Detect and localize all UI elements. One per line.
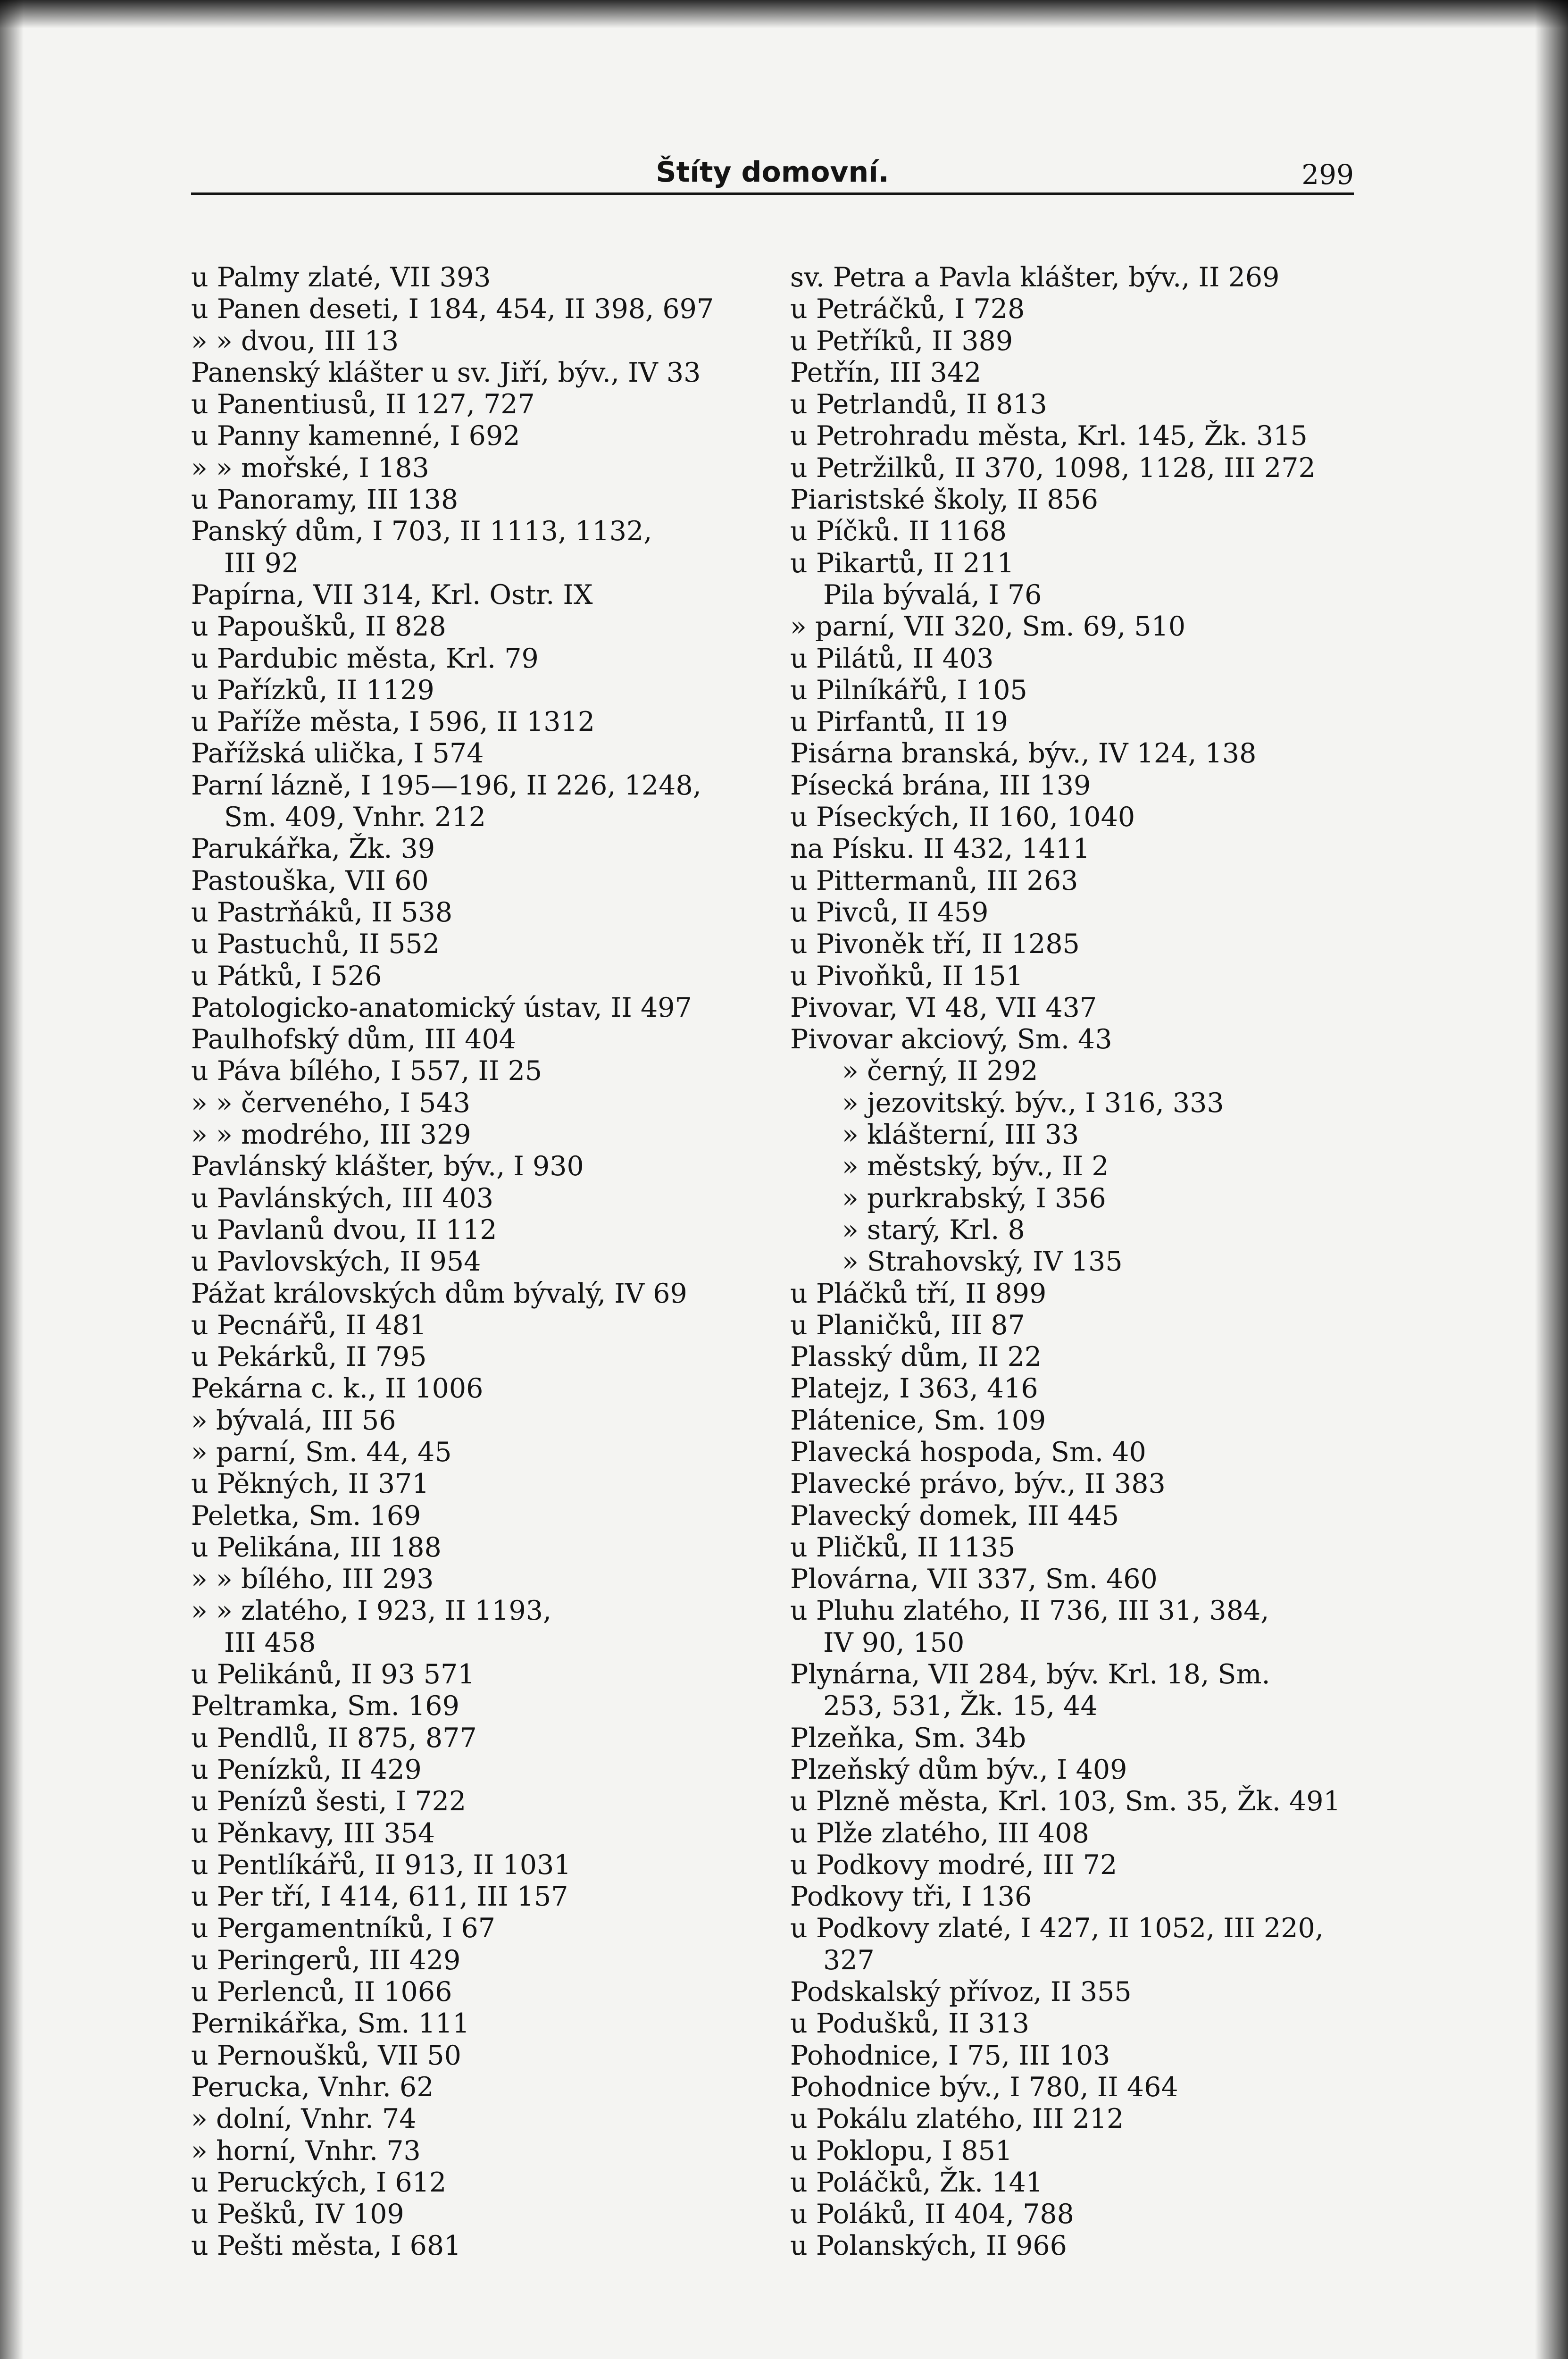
index-entry: u Paříže města, I 596, II 1312	[191, 706, 595, 738]
index-entry: u Pilníkářů, I 105	[790, 674, 1027, 706]
index-entry: u Panny kamenné, I 692	[191, 420, 520, 452]
index-entry: u Pernoušků, VII 50	[191, 2040, 461, 2071]
index-entry: Pivovar akciový, Sm. 43	[790, 1024, 1112, 1055]
index-entry: Sm. 409, Vnhr. 212	[224, 802, 486, 833]
right-column	[790, 262, 1375, 2262]
index-entry: u Panentiusů, II 127, 727	[191, 389, 535, 420]
index-entry: Peltramka, Sm. 169	[191, 1690, 459, 1722]
index-entry: » Strahovský, IV 135	[842, 1246, 1123, 1278]
page-header	[191, 156, 1354, 193]
index-entry: » bývalá, III 56	[191, 1405, 396, 1436]
index-entry: Pastouška, VII 60	[191, 865, 429, 896]
index-entry: Pážat královských dům bývalý, IV 69	[191, 1278, 687, 1309]
header-rule	[191, 192, 1354, 195]
index-entry: u Plzně města, Krl. 103, Sm. 35, Žk. 491	[790, 1786, 1341, 1817]
index-entry: u Pelikánů, II 93 571	[191, 1659, 475, 1690]
index-entry: Pernikářka, Sm. 111	[191, 2008, 470, 2040]
index-entry: Plovárna, VII 337, Sm. 460	[790, 1564, 1158, 1595]
index-entry: Patologicko-anatomický ústav, II 497	[191, 992, 692, 1023]
index-entry: » » mořské, I 183	[191, 452, 429, 484]
index-entry: Plasský dům, II 22	[790, 1341, 1042, 1373]
index-entry: III 458	[224, 1627, 316, 1658]
index-entry: u Pličků, II 1135	[790, 1531, 1016, 1563]
index-entry: Podskalský přívoz, II 355	[790, 1976, 1132, 2008]
index-entry: u Pařízků, II 1129	[191, 674, 434, 706]
index-entry: u Pardubic města, Krl. 79	[191, 643, 539, 674]
index-entry: u Poláčků, Žk. 141	[790, 2167, 1043, 2198]
scan-shadow-right	[1535, 0, 1568, 2359]
index-entry: u Pilátů, II 403	[790, 643, 994, 674]
index-entry: » horní, Vnhr. 73	[191, 2135, 421, 2167]
index-entry: u Pendlů, II 875, 877	[191, 1722, 477, 1754]
index-entry: » černý, II 292	[842, 1055, 1038, 1087]
index-entry: sv. Petra a Pavla klášter, býv., II 269	[790, 262, 1280, 293]
index-entry: Plynárna, VII 284, býv. Krl. 18, Sm.	[790, 1659, 1270, 1690]
index-entry: Plzeňka, Sm. 34b	[790, 1722, 1026, 1754]
index-entry: u Pešků, IV 109	[191, 2199, 404, 2230]
index-entry: u Petříků, II 389	[790, 325, 1013, 357]
index-entry: » jezovitský. býv., I 316, 333	[842, 1087, 1224, 1119]
index-entry: » » bílého, III 293	[191, 1564, 434, 1595]
index-entry: u Planičků, III 87	[790, 1309, 1025, 1341]
index-entry: u Pergamentníků, I 67	[191, 1913, 496, 1944]
index-entry: u Petrlandů, II 813	[790, 389, 1047, 420]
index-entry: u Papoušků, II 828	[191, 611, 446, 643]
index-entry: u Penízků, II 429	[191, 1754, 422, 1785]
index-entry: Pohodnice býv., I 780, II 464	[790, 2071, 1178, 2103]
index-entry: u Petržilků, II 370, 1098, 1128, III 272	[790, 452, 1316, 484]
index-entry: u Pěkných, II 371	[191, 1468, 429, 1500]
index-entry: u Palmy zlaté, VII 393	[191, 262, 491, 293]
scan-shadow-top	[0, 0, 1568, 28]
index-entry: » purkrabský, I 356	[842, 1182, 1106, 1214]
index-entry: Pavlánský klášter, býv., I 930	[191, 1151, 584, 1182]
index-entry: u Podkovy modré, III 72	[790, 1849, 1118, 1881]
left-column	[191, 262, 781, 2262]
index-entry: u Pivců, II 459	[790, 896, 989, 928]
index-entry: Perucka, Vnhr. 62	[191, 2071, 434, 2103]
index-entry: » » zlatého, I 923, II 1193,	[191, 1595, 552, 1627]
index-entry: Piaristské školy, II 856	[790, 484, 1098, 516]
index-entry: u Poklopu, I 851	[790, 2135, 1013, 2167]
index-entry: u Pavlánských, III 403	[191, 1182, 494, 1214]
index-entry: na Písku. II 432, 1411	[790, 833, 1090, 865]
index-entry: Plavecké právo, býv., II 383	[790, 1468, 1166, 1500]
index-entry: u Podušků, II 313	[790, 2008, 1030, 2040]
index-entry: u Pastrňáků, II 538	[191, 896, 453, 928]
index-entry: u Pátků, I 526	[191, 960, 382, 992]
index-entry: u Pokálu zlatého, III 212	[790, 2103, 1124, 2135]
index-entry: » starý, Krl. 8	[842, 1214, 1025, 1246]
index-entry: Podkovy tři, I 136	[790, 1881, 1032, 1913]
scan-shadow-left	[0, 0, 24, 2359]
index-entry: Peletka, Sm. 169	[191, 1500, 421, 1531]
index-entry: u Perlenců, II 1066	[191, 1976, 452, 2008]
index-entry: u Píseckých, II 160, 1040	[790, 802, 1135, 833]
index-entry: Plátenice, Sm. 109	[790, 1405, 1046, 1436]
index-entry: III 92	[224, 547, 299, 579]
index-entry: » městský, býv., II 2	[842, 1151, 1109, 1182]
index-entry: u Pecnářů, II 481	[191, 1309, 427, 1341]
index-entry: Petřín, III 342	[790, 357, 982, 388]
index-entry: u Páva bílého, I 557, II 25	[191, 1055, 542, 1087]
index-entry: u Panen deseti, I 184, 454, II 398, 697	[191, 293, 714, 325]
index-entry: Panenský klášter u sv. Jiří, býv., IV 33	[191, 357, 701, 388]
index-entry: Pivovar, VI 48, VII 437	[790, 992, 1097, 1023]
index-entry: Pekárna c. k., II 1006	[191, 1373, 484, 1405]
index-entry: u Píčků. II 1168	[790, 516, 1007, 547]
index-entry: Panský dům, I 703, II 1113, 1132,	[191, 516, 652, 547]
index-entry: u Pavlovských, II 954	[191, 1246, 481, 1278]
index-entry: » dolní, Vnhr. 74	[191, 2103, 417, 2135]
index-entry: u Pikartů, II 211	[790, 547, 1014, 579]
index-entry: u Pláčků tří, II 899	[790, 1278, 1047, 1309]
running-title: Štíty domovní.	[656, 156, 889, 189]
index-entry: u Polanských, II 966	[790, 2230, 1067, 2262]
index-entry: Plzeňský dům býv., I 409	[790, 1754, 1127, 1785]
index-entry: Paulhofský dům, III 404	[191, 1024, 516, 1055]
index-entry: » » červeného, I 543	[191, 1087, 470, 1119]
index-entry: » parní, VII 320, Sm. 69, 510	[790, 611, 1186, 643]
index-entry: » » modrého, III 329	[191, 1119, 471, 1151]
index-entry: Platejz, I 363, 416	[790, 1373, 1038, 1405]
index-entry: u Petrohradu města, Krl. 145, Žk. 315	[790, 420, 1308, 452]
index-entry: 253, 531, Žk. 15, 44	[823, 1690, 1098, 1722]
index-entry: u Pěnkavy, III 354	[191, 1817, 435, 1849]
index-entry: Plavecká hospoda, Sm. 40	[790, 1436, 1146, 1468]
index-entry: u Pivoněk tří, II 1285	[790, 929, 1080, 960]
index-entry: Parukářka, Žk. 39	[191, 833, 435, 865]
index-entry: Písecká brána, III 139	[790, 770, 1091, 801]
index-entry: u Pivoňků, II 151	[790, 960, 1024, 992]
index-entry: u Penízů šesti, I 722	[191, 1786, 467, 1817]
index-entry: u Pirfantů, II 19	[790, 706, 1008, 738]
index-entry: » klášterní, III 33	[842, 1119, 1079, 1151]
index-entry: u Pešti města, I 681	[191, 2230, 461, 2262]
index-entry: Pisárna branská, býv., IV 124, 138	[790, 738, 1257, 770]
index-entry: Pila bývalá, I 76	[823, 579, 1042, 611]
index-entry: u Peringerů, III 429	[191, 1944, 461, 1976]
index-entry: Pohodnice, I 75, III 103	[790, 2040, 1110, 2071]
index-entry: Plavecký domek, III 445	[790, 1500, 1119, 1531]
index-entry: u Pittermanů, III 263	[790, 865, 1078, 896]
index-entry: u Pentlíkářů, II 913, II 1031	[191, 1849, 571, 1881]
index-entry: u Podkovy zlaté, I 427, II 1052, III 220,	[790, 1913, 1324, 1944]
index-entry: 327	[823, 1944, 875, 1976]
index-entry: u Peruckých, I 612	[191, 2167, 447, 2198]
index-entry: u Pavlanů dvou, II 112	[191, 1214, 497, 1246]
index-entry: u Plže zlatého, III 408	[790, 1817, 1089, 1849]
index-entry: Parní lázně, I 195—196, II 226, 1248,	[191, 770, 701, 801]
index-entry: u Poláků, II 404, 788	[790, 2199, 1074, 2230]
index-entry: u Petráčků, I 728	[790, 293, 1025, 325]
index-entry: » » dvou, III 13	[191, 325, 399, 357]
index-entry: u Panoramy, III 138	[191, 484, 459, 516]
index-entry: Papírna, VII 314, Krl. Ostr. IX	[191, 579, 593, 611]
index-entry: u Pastuchů, II 552	[191, 929, 440, 960]
index-entry: u Per tří, I 414, 611, III 157	[191, 1881, 568, 1913]
index-entry: u Pelikána, III 188	[191, 1531, 442, 1563]
page-number: 299	[1301, 159, 1354, 191]
index-entry: Pařížská ulička, I 574	[191, 738, 484, 770]
index-entry: u Pekárků, II 795	[191, 1341, 427, 1373]
index-entry: u Pluhu zlatého, II 736, III 31, 384,	[790, 1595, 1269, 1627]
index-entry: » parní, Sm. 44, 45	[191, 1436, 452, 1468]
index-entry: IV 90, 150	[823, 1627, 965, 1658]
